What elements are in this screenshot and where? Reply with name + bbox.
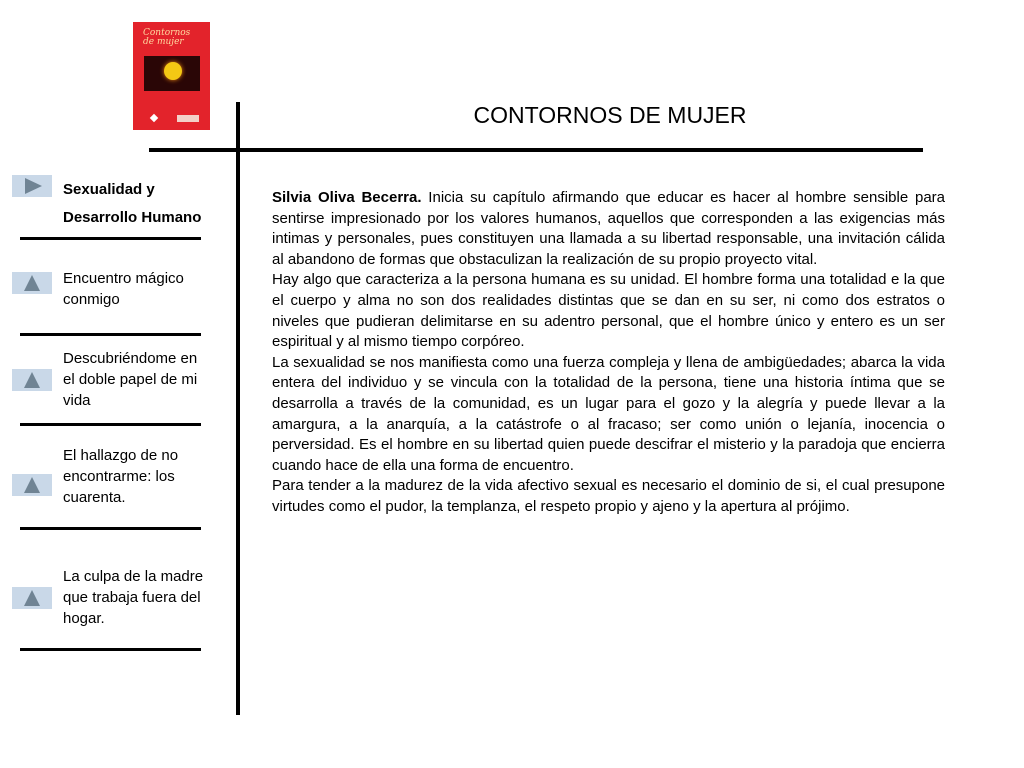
- book-cover: [133, 22, 210, 130]
- nav-item-descubriendome[interactable]: Descubriéndome en el doble papel de mi vida: [63, 350, 198, 409]
- page-title: CONTORNOS DE MUJER: [473, 102, 747, 128]
- book-cover-art: [144, 56, 200, 91]
- triangle-up-icon: [12, 474, 52, 496]
- play-right-icon: [12, 175, 52, 197]
- nav-item-culpa[interactable]: La culpa de la madre que trabaja fuera del hogar.: [63, 568, 204, 627]
- vertical-divider: [236, 102, 240, 715]
- author-name: Silvia Oliva Becerra.: [272, 189, 422, 206]
- nav-button-hallazgo[interactable]: [12, 474, 52, 496]
- article-body: [272, 188, 945, 518]
- book-cover-title: Contornos de mujer: [143, 28, 191, 47]
- nav-separator: [20, 648, 201, 651]
- triangle-up-icon: [12, 587, 52, 609]
- nav-separator: [20, 237, 201, 240]
- nav-separator: [20, 333, 201, 336]
- nav-button-encuentro[interactable]: [12, 272, 52, 294]
- paragraph: Hay algo que caracteriza a la persona humana es su unidad. El hombre forma una totalidad e la que el cuerpo y alma no son dos realidades distintas que se dan en su ser, ni como dos estratos o niveles que pudieran delimitarse en su adentro personal, que el hombre único y entero es un ser espiritual y al mismo tiempo corpóreo.: [272, 271, 945, 351]
- nav-separator: [20, 527, 201, 530]
- triangle-up-icon: [12, 272, 52, 294]
- nav-button-descubriendome[interactable]: [12, 369, 52, 391]
- triangle-up-icon: [12, 369, 52, 391]
- nav-separator: [20, 423, 201, 426]
- nav-item-encuentro[interactable]: Encuentro mágico conmigo: [63, 270, 184, 308]
- sun-icon: [164, 62, 182, 80]
- paragraph: Para tender a la madurez de la vida afectivo sexual es necesario el dominio de si, el cual presupone virtudes como el pudor, la templanza, el respeto propio y ajeno y la apertura al prójimo.: [272, 477, 945, 515]
- paragraph: [272, 188, 945, 270]
- publisher-logo-icon: [150, 114, 158, 122]
- title-underline: [149, 148, 923, 152]
- nav-button-sexualidad[interactable]: [12, 175, 52, 197]
- nav-button-culpa[interactable]: [12, 587, 52, 609]
- nav-item-sexualidad[interactable]: Sexualidad y Desarrollo Humano: [63, 181, 202, 226]
- paragraph: La sexualidad se nos manifiesta como una fuerza compleja y llena de ambigüedades; abarca la vida entera del individuo y se vincula con la totalidad de la persona, tiene una historia íntima que se desarrolla a través de la comunidad, es un lugar para el gozo y la alegría y puede llevar a la amargura, a la anarquía, a la catástrofe o al fracaso; ser como unión o lejanía, inocencia o perversidad. Es el hombre en su libertad quien puede descifrar el misterio y la paradoja que encierra cuando hace de ella una forma de encuentro.: [272, 353, 945, 474]
- nav-item-hallazgo[interactable]: El hallazgo de no encontrarme: los cuarenta.: [63, 447, 179, 506]
- publisher-imprint: [177, 115, 199, 122]
- paragraph-text: Inicia su capítulo afirmando que educar es hacer al hombre sensible para sentirse impresionado por los valores humanos, aquellos que corresponden a las exigencias más intimas y personales, pues constituyen una llamada a su libertad responsable, una invitación cálida al abandono de formas que obstaculizan la realización de su propio proyecto vital.: [272, 189, 945, 268]
